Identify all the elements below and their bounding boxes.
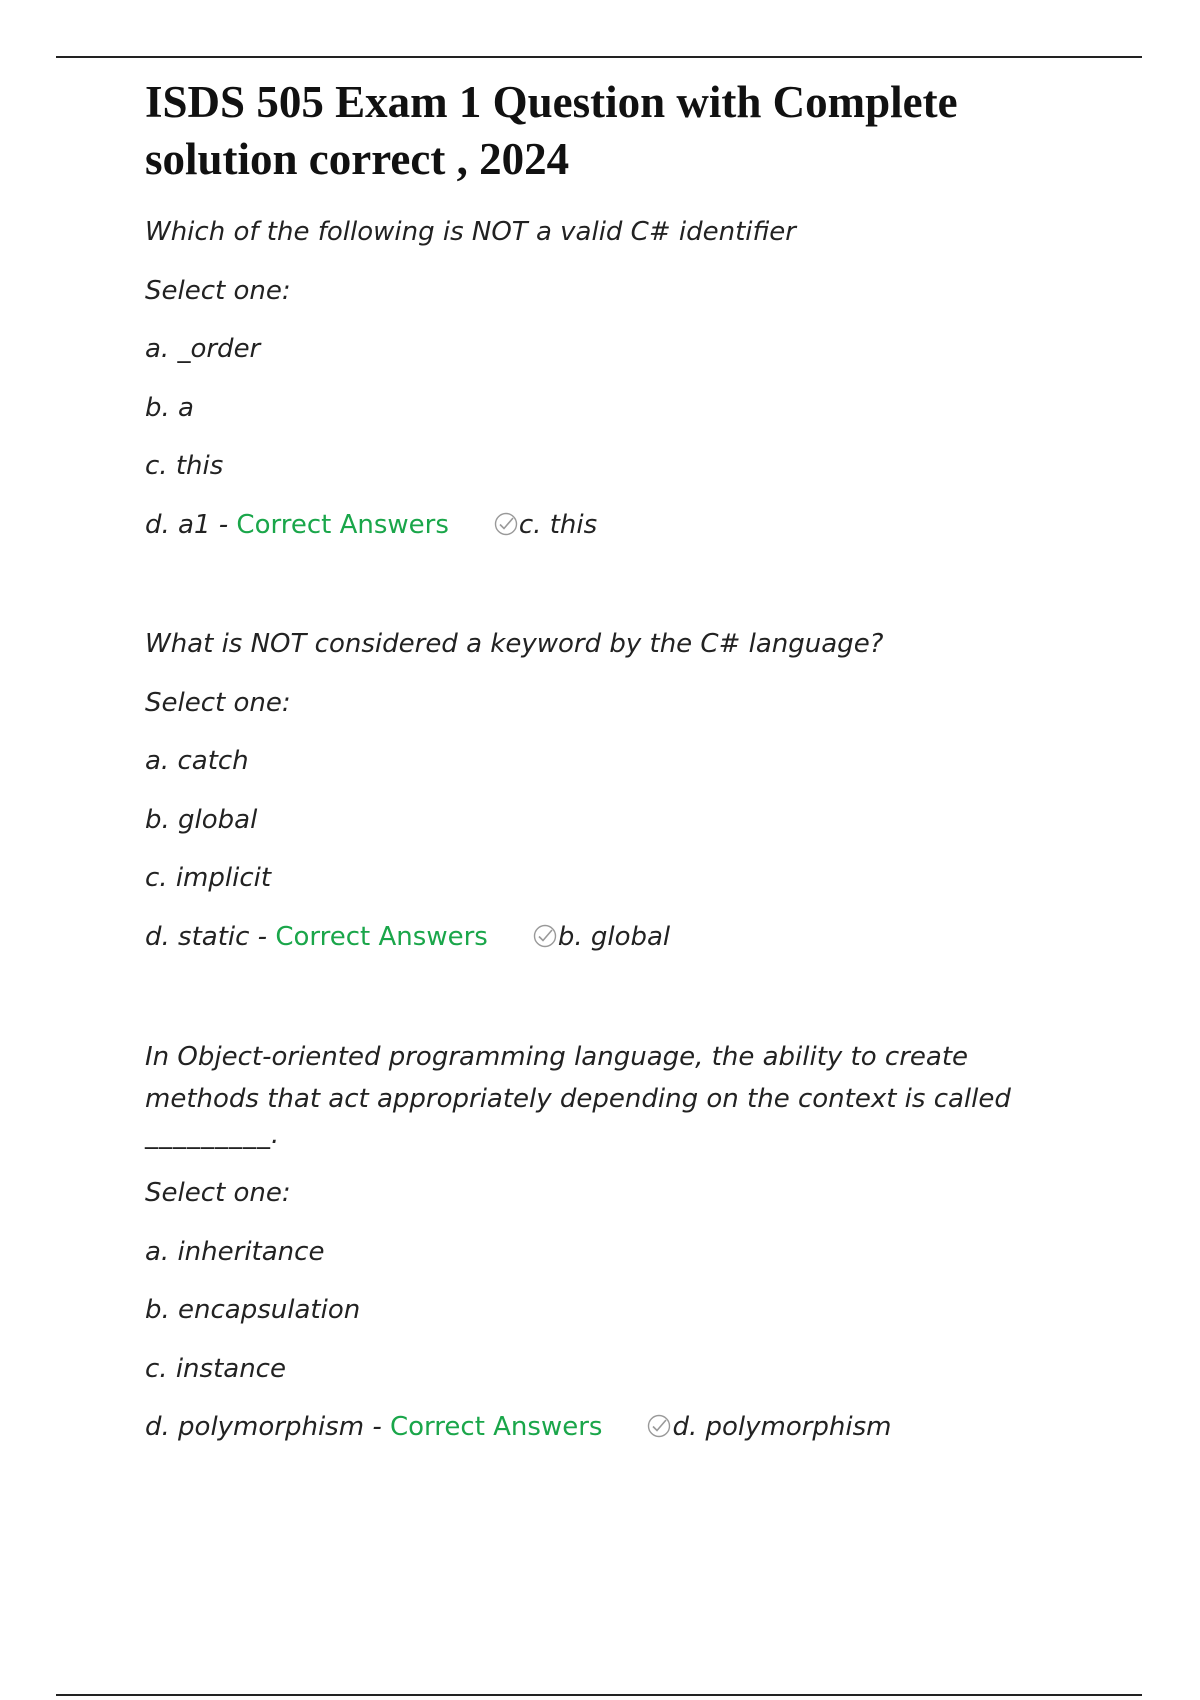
checkmark-icon [493, 511, 519, 537]
question-3 [145, 1028, 1045, 1457]
question-prompt: Which of the following is NOT a valid C# identifier [145, 217, 796, 247]
option-c: c. implicit [145, 863, 272, 893]
correct-answers-label: Correct Answers [389, 1412, 603, 1442]
correct-answer-value: b. global [557, 921, 671, 952]
checkmark-icon [532, 923, 558, 949]
select-one-label: Select one: [145, 687, 291, 718]
option-d-answer-row [145, 496, 1045, 555]
correct-answers-label: Correct Answers [236, 509, 449, 540]
option-d-answer-row [145, 1398, 1045, 1457]
document-title [145, 74, 1085, 188]
correct-answers-label: Correct Answers [275, 921, 488, 952]
question-1 [145, 203, 1045, 554]
title-line-1: ISDS 505 Exam 1 Question with Complete [145, 77, 958, 127]
option-d-answer-row [145, 908, 1045, 967]
bottom-rule [56, 1694, 1142, 1696]
question-prompt: In Object-oriented programming language, the ability to create methods that act appropriately depending on the context is called [145, 1042, 1011, 1114]
correct-answer-value: d. polymorphism [672, 1412, 892, 1442]
question-prompt: What is NOT considered a keyword by the C# language? [145, 629, 884, 659]
select-one-label: Select one: [145, 1178, 291, 1208]
blank-line: _________. [145, 1120, 281, 1150]
option-a: a. inheritance [145, 1236, 325, 1267]
option-d: d. polymorphism - [145, 1412, 382, 1442]
top-rule [56, 56, 1142, 58]
option-b: b. a [145, 392, 194, 423]
option-d: d. static - [145, 921, 268, 952]
option-b: b. global [145, 804, 258, 835]
option-c: c. this [145, 451, 224, 481]
select-one-label: Select one: [145, 275, 291, 306]
question-2 [145, 615, 1045, 966]
correct-answer-value: c. this [518, 509, 598, 540]
title-line-2: solution correct , 2024 [145, 134, 570, 184]
option-a: a. catch [145, 746, 249, 776]
option-c: c. instance [145, 1353, 286, 1384]
option-d: d. a1 - [145, 509, 229, 540]
checkmark-icon [646, 1413, 672, 1439]
option-a: a. _order [145, 334, 261, 364]
option-b: b. encapsulation [145, 1295, 361, 1325]
